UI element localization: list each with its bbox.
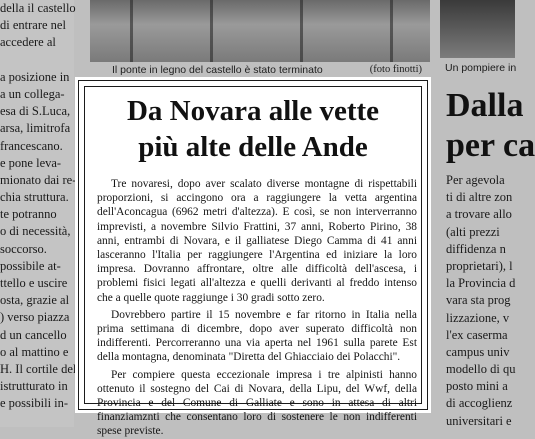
left-line: di entrare nel [0, 18, 66, 33]
left-line: ttello e uscire [0, 276, 68, 290]
left-line: a posizione in [0, 69, 70, 84]
right-line: modello di qu [446, 362, 516, 377]
article-headline [85, 93, 421, 165]
photo-caption-right: Un pompiere in [445, 62, 517, 74]
adjacent-article-right [446, 172, 515, 427]
right-line: vara sta prog [446, 293, 511, 308]
right-line: Per agevola [446, 173, 505, 187]
left-line: d un cancello [0, 327, 67, 342]
right-line: proprietari), l [446, 258, 513, 273]
left-line: o di necessità, [0, 224, 71, 239]
castle-bridge-photo [90, 0, 430, 62]
article-box [78, 80, 428, 438]
headline-line-1: Da Novara alle vette [126, 95, 380, 127]
article-paragraph: Per compiere questa eccezionale impresa i tre alpinisti hanno ottenuto il sostegno del Cai di Novara, della Lipu, del Wwf, della Provincia e del Comune di Galliate e sono in attesa di altri finanziamznti che consentano loro di sostenere le non indifferenti spese previste. [97, 368, 417, 438]
left-line: e pone leva- [0, 155, 62, 170]
right-line: la Provincia d [446, 276, 516, 291]
left-line [0, 413, 74, 430]
left-line: soccorso. [0, 241, 47, 256]
right-line: l'ex caserma [446, 327, 508, 342]
left-line: H. Il cortile del [0, 361, 77, 376]
left-line: arsa, limitrofa [0, 121, 71, 136]
left-line: mionato dai re- [0, 172, 77, 187]
left-line [0, 52, 74, 69]
photo-caption [112, 64, 422, 78]
left-line: istrutturato in [0, 379, 68, 394]
left-line: ) verso piazza [0, 310, 70, 325]
left-line: e possibili in- [0, 396, 69, 411]
left-line: della il castello [0, 1, 76, 15]
article-paragraph: Dovrebbero partire il 15 novembre e far ritorno in Italia nella prima settimana di dicembre, dopo aver superato difficoltà non indifferenti. Percorreranno una via aperta nel 1961 sulla parete Est della montagna, denominata "Diretta del Ghiacciaio dei Polacchi". [97, 308, 417, 364]
left-line: accedere al [0, 35, 56, 50]
adjacent-headline-right [446, 86, 535, 166]
left-line: osta, grazie al [0, 293, 70, 308]
firefighter-photo [440, 0, 515, 58]
article-body [97, 177, 417, 439]
left-line: te potranno [0, 207, 57, 222]
left-line: o al mattino e [0, 344, 69, 359]
left-line: chia struttura. [0, 190, 69, 205]
right-line: campus univ [446, 344, 510, 359]
right-line: ti di altre zon [446, 190, 513, 205]
left-line: possibile at- [0, 258, 61, 273]
right-line: a trovare allo [446, 207, 512, 222]
right-line: posto mini a [446, 379, 508, 394]
left-line: francescano. [0, 138, 63, 153]
adjacent-article-left [0, 0, 77, 427]
headline-line-2: più alte delle Ande [138, 131, 368, 163]
photo-credit: (foto finotti) [369, 64, 422, 75]
photo-caption-text: Il ponte in legno del castello è stato terminato [112, 64, 323, 76]
article-paragraph: Tre novaresi, dopo aver scalato diverse montagne di rispettabili proporzioni, si accingono ora a raggiungere la vetta argentina dell'Aconcagua (6962 metri d'altezza). E così, se non interverranno imprevisti, a novembre Silvio Frattini, 37 anni, Roberto Pirino, 38 anni, entrambi di Novara, e il galliatese Diego Camma di 41 anni lasceranno l'Italia per raggiungere l'Argentina ed iniziare la loro impresa. Dovranno affrontare, oltre alle difficoltà dell'ascesa, i problemi fisici legati all'altezza e quelli derivanti al freddo intenso che a quelle quote raggiunge i 30 gradi sotto zero. [97, 178, 417, 304]
right-line: (alti prezzi [446, 224, 500, 239]
right-line: lizzazione, v [446, 310, 510, 325]
right-line: diffidenza n [446, 241, 506, 256]
left-line: esa di S.Luca, [0, 104, 71, 119]
right-headline-line: per ca [446, 127, 535, 164]
right-headline-line: Dalla [446, 87, 524, 124]
right-line: di accoglienz [446, 396, 513, 411]
right-line: universitari e [446, 413, 512, 428]
left-line: a un collega- [0, 86, 65, 101]
